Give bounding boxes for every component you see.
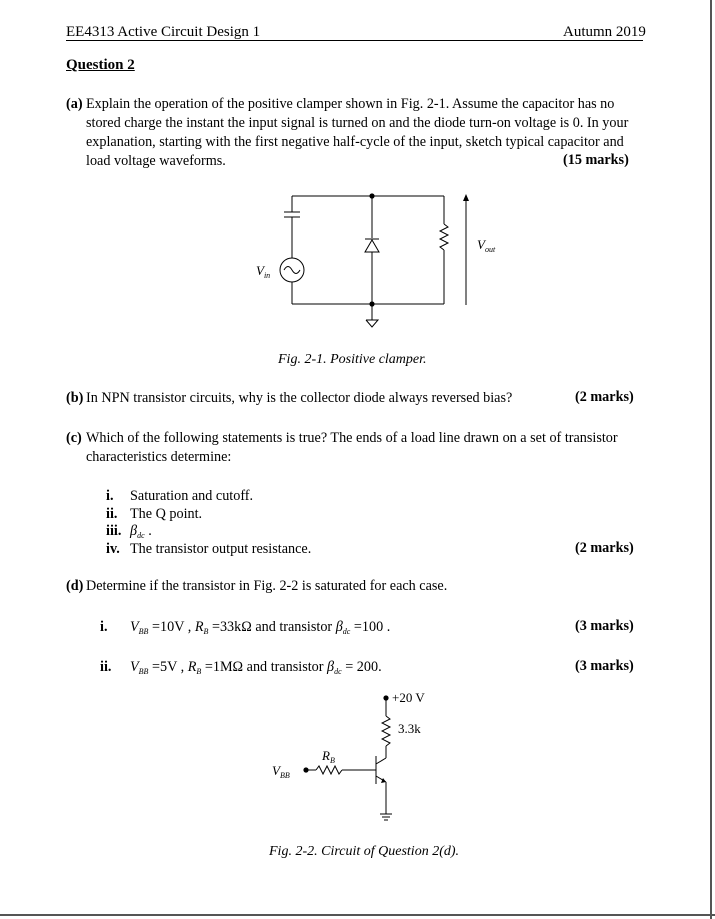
supply-voltage-label: +20 V: [392, 690, 425, 705]
option-ii-text: The Q point.: [130, 506, 203, 522]
vout-label: $V_{out}$: [477, 237, 496, 254]
option-i-text: Saturation and cutoff.: [130, 488, 254, 504]
case-ii-text: $V_{BB} =5V$ , $R_B =1M\Omega$ and transistor $\beta_{dc} = 200$.: [130, 659, 382, 676]
part-c-line-2: characteristics determine:: [86, 449, 232, 465]
part-c-marks: (2 marks): [575, 540, 634, 556]
course-title: EE4313 Active Circuit Design 1: [66, 24, 261, 40]
option-iii-num: iii.: [106, 523, 122, 539]
rc-value-label: 3.3k: [398, 721, 421, 736]
part-a-line-4: load voltage waveforms.: [86, 153, 226, 169]
option-iv-num: iv.: [106, 541, 120, 557]
part-b-marks: (2 marks): [575, 389, 634, 405]
page-border-right: [710, 0, 712, 919]
part-a-marks: (15 marks): [563, 152, 629, 168]
part-a-line-3: explanation, starting with the first negative half-cycle of the input, sketch typical capacitor and: [86, 134, 624, 150]
option-iii-text: $\beta_{dc}$ .: [130, 523, 152, 540]
case-i-num: i.: [100, 619, 108, 635]
fig-2-1-caption: Fig. 2-1. Positive clamper.: [278, 352, 427, 367]
part-d-label: (d): [66, 578, 84, 594]
case-i-marks: (3 marks): [575, 618, 634, 634]
part-b-label: (b): [66, 390, 84, 406]
part-b-text: In NPN transistor circuits, why is the collector diode always reversed bias?: [86, 390, 513, 406]
term-label: Autumn 2019: [563, 24, 646, 40]
page-border-bottom: [0, 914, 715, 916]
part-c-label: (c): [66, 430, 82, 446]
case-ii-marks: (3 marks): [575, 658, 634, 674]
fig-2-2-caption: Fig. 2-2. Circuit of Question 2(d).: [269, 844, 460, 859]
part-a-line-2: stored charge the instant the input signal is turned on and the diode turn-on voltage is 0. In your: [86, 115, 629, 131]
vbb-label: $V_{BB}$: [272, 763, 290, 780]
option-ii-num: ii.: [106, 506, 118, 522]
part-d-text: Determine if the transistor in Fig. 2-2 is saturated for each case.: [86, 578, 448, 594]
vin-label: $V_{in}$: [256, 263, 271, 280]
option-i-num: i.: [106, 488, 114, 504]
part-a-label: (a): [66, 96, 83, 112]
question-title: Question 2: [66, 57, 135, 73]
rb-label: $R_B$: [322, 748, 335, 765]
case-i-text: $V_{BB} =10V$ , $R_B =33k\Omega$ and transistor $\beta_{dc} =100$ .: [130, 619, 391, 636]
option-iv-text: The transistor output resistance.: [130, 541, 312, 557]
part-a-line-1: Explain the operation of the positive clamper shown in Fig. 2-1. Assume the capacitor has no: [86, 96, 615, 112]
case-ii-num: ii.: [100, 659, 112, 675]
part-c-line-1: Which of the following statements is true? The ends of a load line drawn on a set of transistor: [86, 430, 618, 446]
